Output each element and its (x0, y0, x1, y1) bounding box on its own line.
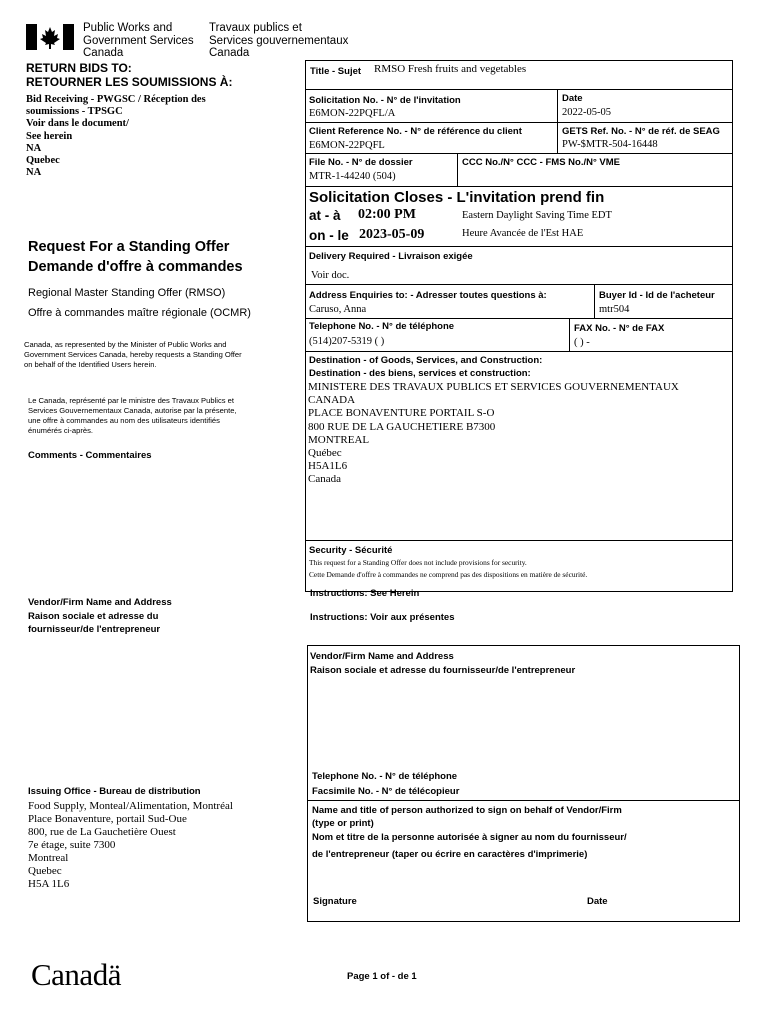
issuing-line: Quebec (28, 865, 62, 877)
return-bids-title-fr: RETOURNER LES SOUMISSIONS À: (26, 75, 233, 89)
gets-reference-value: PW-$MTR-504-16448 (562, 139, 658, 150)
paragraph-line: Services Gouvernementaux Canada, autorise par la présente, (28, 406, 237, 415)
closing-timezone-fr: Heure Avancée de l'Est HAE (462, 228, 584, 239)
destination-line: MONTREAL (308, 433, 370, 446)
department-name-en-line: Government Services (83, 34, 194, 47)
request-heading-fr: Demande d'offre à commandes (28, 259, 243, 275)
signature-label: Signature (313, 896, 357, 907)
standing-offer-type (28, 283, 251, 323)
fax-value: ( ) - (574, 337, 590, 348)
divider (305, 540, 733, 541)
instructions-en: Instructions: See Herein (310, 588, 420, 599)
issuing-line: Montreal (28, 852, 69, 864)
date-value: 2022-05-05 (562, 107, 611, 118)
canada-flag-icon (26, 24, 74, 50)
paragraph-line: Government Services Canada, hereby requests a Standing Offer (24, 350, 242, 359)
standing-offer-type-en: Regional Master Standing Offer (RMSO) (28, 287, 226, 299)
instructions-fr: Instructions: Voir aux présentes (310, 612, 455, 623)
return-bids-address (26, 94, 206, 179)
paragraph-line: énumérés ci-après. (28, 426, 93, 435)
date-label: Date (562, 93, 583, 104)
return-bids-line: soumissions - TPSGC (26, 106, 123, 118)
department-name-en (83, 22, 194, 60)
department-name-fr-line: Services gouvernementaux (209, 34, 349, 47)
solicitation-no-label: Solicitation No. - N° de l'invitation (309, 95, 461, 106)
return-bids-line: NA (26, 167, 42, 179)
vendor-box-label-fr: Raison sociale et adresse du fournisseur/de l'entrepreneur (310, 665, 576, 676)
vendor-telephone-label: Telephone No. - N° de téléphone (312, 771, 458, 782)
closing-time: 02:00 PM (358, 207, 416, 222)
divider (305, 186, 733, 187)
divider (305, 89, 733, 90)
title-value: RMSO Fresh fruits and vegetables (374, 63, 527, 75)
divider (569, 318, 570, 351)
closing-on-label: on - le (309, 228, 349, 243)
standing-offer-type-fr: Offre à commandes maître régionale (OCMR) (28, 307, 251, 319)
request-heading (28, 237, 243, 277)
return-bids-line: Bid Receiving - PWGSC / Réception des (26, 94, 206, 105)
destination-address (308, 381, 679, 487)
client-reference-label: Client Reference No. - N° de référence du client (309, 126, 522, 137)
closing-at-label: at - à (309, 208, 341, 223)
title-label: Title - Sujet (310, 66, 362, 77)
address-enquiries-value: Caruso, Anna (309, 304, 367, 315)
request-paragraph-en (24, 340, 242, 370)
issuing-office-address (28, 800, 233, 891)
department-name-fr (209, 22, 348, 60)
divider (307, 800, 740, 801)
buyer-id-value: mtr504 (599, 304, 630, 315)
paragraph-line: Le Canada, représenté par le ministre des Travaux Publics et (28, 396, 234, 405)
page-number: Page 1 of - de 1 (347, 971, 417, 982)
file-no-value: MTR-1-44240 (504) (309, 171, 396, 182)
vendor-label-line: Raison sociale et adresse du (28, 610, 159, 622)
request-heading-en: Request For a Standing Offer (28, 239, 230, 255)
return-bids-line: NA (26, 142, 42, 154)
delivery-required-label: Delivery Required - Livraison exigée (309, 251, 473, 262)
return-bids-line: Voir dans le document/ (26, 118, 129, 130)
security-note-en: This request for a Standing Offer does not include provisions for security. (309, 558, 527, 567)
department-name-fr-line: Travaux publics et (209, 22, 302, 34)
vendor-label-line: Vendor/Firm Name and Address (28, 597, 172, 608)
issuing-line: Place Bonaventure, portail Sud-Oue (28, 813, 187, 825)
destination-line: H5A1L6 (308, 460, 348, 473)
authorized-person-note-fr: de l'entrepreneur (taper ou écrire en caractères d'imprimerie) (312, 849, 588, 860)
authorized-person-label-fr: Nom et titre de la personne autorisée à signer au nom du fournisseur/ (312, 832, 627, 843)
destination-line: 800 RUE DE LA GAUCHETIERE B7300 (308, 420, 496, 433)
signature-date-label: Date (587, 896, 608, 907)
security-note-fr: Cette Demande d'offre à commandes ne comprend pas des dispositions en matière de sécurité. (309, 570, 588, 579)
address-enquiries-label: Address Enquiries to: - Adresser toutes questions à: (309, 290, 547, 301)
comments-label: Comments - Commentaires (28, 450, 152, 461)
divider (594, 284, 595, 318)
issuing-line: H5A 1L6 (28, 878, 70, 890)
issuing-line: 7e étage, suite 7300 (28, 839, 116, 851)
solicitation-closes-heading: Solicitation Closes - L'invitation prend fin (309, 189, 605, 206)
security-label: Security - Sécurité (309, 545, 393, 556)
telephone-value: (514)207-5319 ( ) (309, 336, 385, 347)
vendor-facsimile-label: Facsimile No. - N° de télécopieur (312, 786, 460, 797)
paragraph-line: Canada, as represented by the Minister of Public Works and (24, 340, 227, 349)
gets-reference-label: GETS Ref. No. - N° de réf. de SEAG (562, 126, 720, 137)
request-paragraph-fr (28, 396, 237, 436)
paragraph-line: une offre à commandes au nom des utilisateurs identifiés (28, 416, 220, 425)
department-name-en-line: Canada (83, 47, 124, 59)
destination-line: MINISTERE DES TRAVAUX PUBLICS ET SERVICES GOUVERNEMENTAUX (308, 381, 679, 393)
paragraph-line: on behalf of the Identified Users herein. (24, 360, 157, 369)
divider (557, 89, 558, 153)
issuing-office-label: Issuing Office - Bureau de distribution (28, 786, 201, 797)
destination-line: CANADA (308, 394, 356, 407)
issuing-line: Food Supply, Monteal/Alimentation, Montréal (28, 800, 233, 812)
ccc-fms-label: CCC No./N° CCC - FMS No./N° VME (462, 157, 621, 168)
vendor-label-line: fournisseur/de l'entrepreneur (28, 624, 161, 635)
canada-wordmark: Canadä (31, 957, 121, 992)
vendor-box-label-en: Vendor/Firm Name and Address (310, 651, 454, 662)
vendor-name-address-label (28, 596, 172, 637)
divider (305, 284, 733, 285)
divider (305, 153, 733, 154)
closing-date: 2023-05-09 (359, 227, 425, 242)
vendor-box (307, 645, 740, 922)
file-no-label: File No. - N° de dossier (309, 157, 413, 168)
solicitation-no-value: E6MON-22PQFL/A (309, 108, 396, 119)
divider (305, 351, 733, 352)
divider (305, 122, 733, 123)
destination-line: Canada (308, 473, 341, 486)
department-name-en-line: Public Works and (83, 22, 173, 34)
destination-line: Québec (308, 447, 342, 460)
delivery-required-value: Voir doc. (311, 270, 350, 281)
issuing-line: 800, rue de La Gauchetière Ouest (28, 826, 176, 838)
authorized-person-note-en: (type or print) (312, 818, 374, 829)
client-reference-value: E6MON-22PQFL (309, 140, 385, 151)
return-bids-line: See herein (26, 130, 73, 142)
fax-label: FAX No. - N° de FAX (574, 323, 665, 334)
buyer-id-label: Buyer Id - Id de l'acheteur (599, 290, 715, 301)
telephone-label: Telephone No. - N° de téléphone (309, 321, 455, 332)
destination-label-en: Destination - of Goods, Services, and Construction: (309, 355, 543, 366)
return-bids-title-en: RETURN BIDS TO: (26, 61, 132, 75)
return-bids-heading (26, 61, 232, 89)
return-bids-line: Quebec (26, 155, 60, 167)
department-name-fr-line: Canada (209, 47, 250, 59)
destination-label-fr: Destination - des biens, services et construction: (309, 368, 531, 379)
divider (457, 153, 458, 186)
divider (305, 318, 733, 319)
closing-timezone-en: Eastern Daylight Saving Time EDT (462, 210, 612, 221)
divider (305, 246, 733, 247)
authorized-person-label-en: Name and title of person authorized to sign on behalf of Vendor/Firm (312, 805, 622, 816)
destination-line: PLACE BONAVENTURE PORTAIL S-O (308, 407, 495, 420)
